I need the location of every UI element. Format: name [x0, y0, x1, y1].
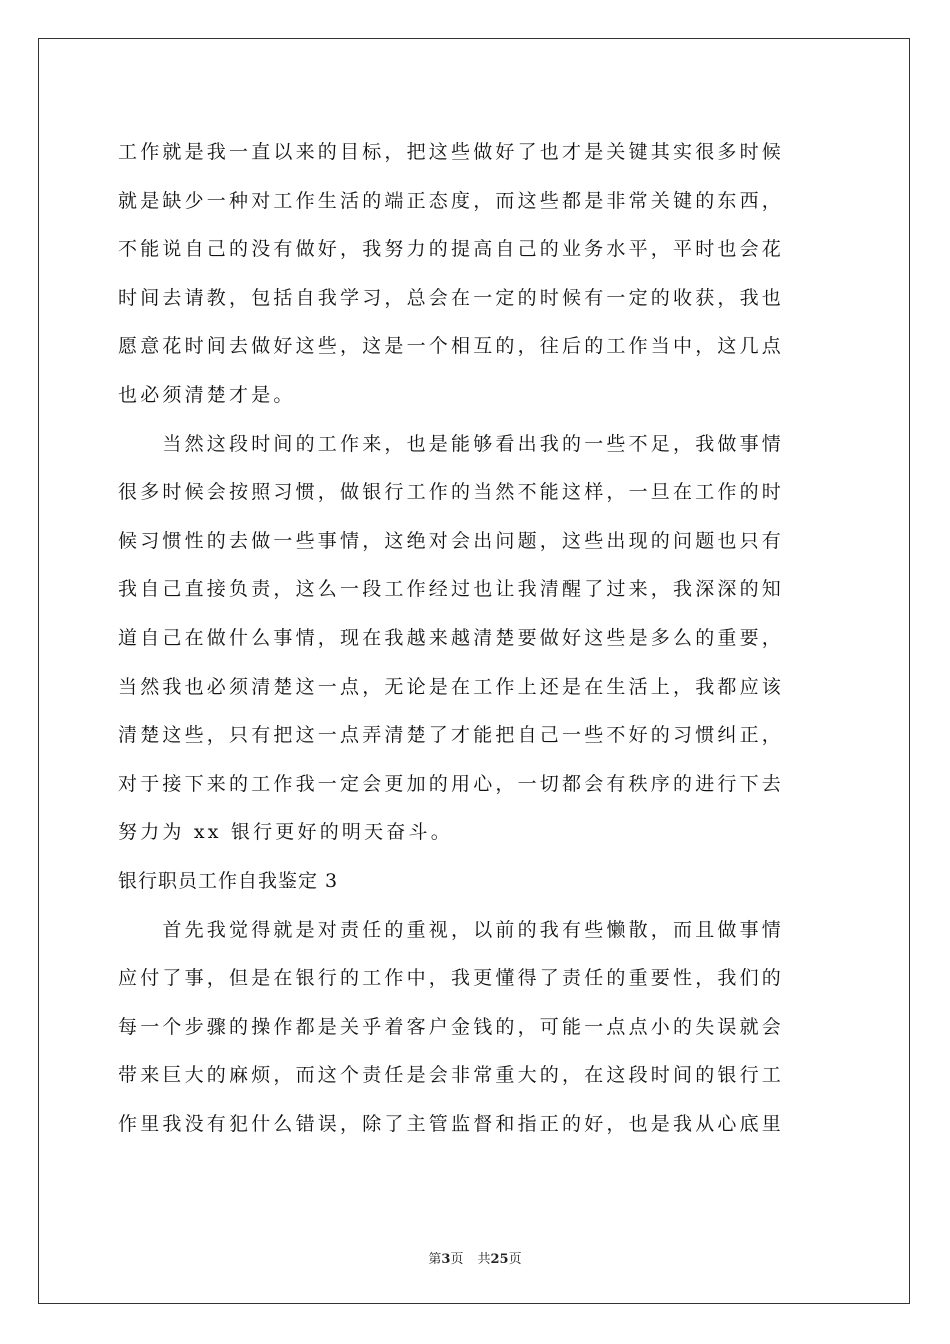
- total-suffix: 页: [508, 1252, 522, 1267]
- text-line: 愿意花时间去做好这些，这是一个相互的，往后的工作当中，这几点: [118, 335, 785, 358]
- text-line: 当然我也必须清楚这一点，无论是在工作上还是在生活上，我都应该: [118, 675, 785, 698]
- text-line: 就是缺少一种对工作生活的端正态度，而这些都是非常关键的东西，: [118, 189, 785, 212]
- text-line: 作里我没有犯什么错误，除了主管监督和指正的好，也是我从心底里: [118, 1112, 785, 1135]
- text-line: 清楚这些，只有把这一点弄清楚了才能把自己一些不好的习惯纠正，: [118, 724, 785, 747]
- text-line: 很多时候会按照习惯，做银行工作的当然不能这样，一旦在工作的时: [118, 481, 785, 504]
- text-line: 道自己在做什么事情，现在我越来越清楚要做好这些是多么的重要，: [118, 626, 785, 649]
- page-footer: [0, 1248, 950, 1267]
- text-line: 也必须清楚才是。: [118, 383, 296, 406]
- text-line: 不能说自己的没有做好，我努力的提高自己的业务水平，平时也会花: [118, 238, 785, 261]
- text-line: 应付了事，但是在银行的工作中，我更懂得了责任的重要性，我们的: [118, 967, 785, 990]
- total-prefix: 共: [477, 1252, 491, 1267]
- text-line: 首先我觉得就是对责任的重视，以前的我有些懒散，而且做事情: [118, 918, 785, 941]
- text-line: 我自己直接负责，这么一段工作经过也让我清醒了过来，我深深的知: [118, 578, 785, 601]
- page-number: 3: [441, 1252, 451, 1267]
- document-body: [118, 128, 834, 1148]
- total-pages: 25: [490, 1252, 509, 1267]
- text-line: 工作就是我一直以来的目标，把这些做好了也才是关键其实很多时候: [118, 141, 785, 163]
- text-line: 对于接下来的工作我一定会更加的用心，一切都会有秩序的进行下去: [118, 772, 785, 795]
- section-heading: 银行职员工作自我鉴定 3: [118, 869, 339, 892]
- text-line: 当然这段时间的工作来，也是能够看出我的一些不足，我做事情: [118, 432, 785, 455]
- text-line: 候习惯性的去做一些事情，这绝对会出问题，这些出现的问题也只有: [118, 529, 785, 552]
- text-line: 每一个步骤的操作都是关乎着客户金钱的，可能一点点小的失误就会: [118, 1015, 785, 1038]
- text-line: 带来巨大的麻烦，而这个责任是会非常重大的，在这段时间的银行工: [118, 1064, 785, 1087]
- page-prefix: 第: [428, 1252, 442, 1267]
- text-line: 努力为 xx 银行更好的明天奋斗。: [118, 821, 453, 844]
- page-suffix: 页: [450, 1252, 464, 1267]
- text-line: 时间去请教，包括自我学习，总会在一定的时候有一定的收获，我也: [118, 286, 785, 309]
